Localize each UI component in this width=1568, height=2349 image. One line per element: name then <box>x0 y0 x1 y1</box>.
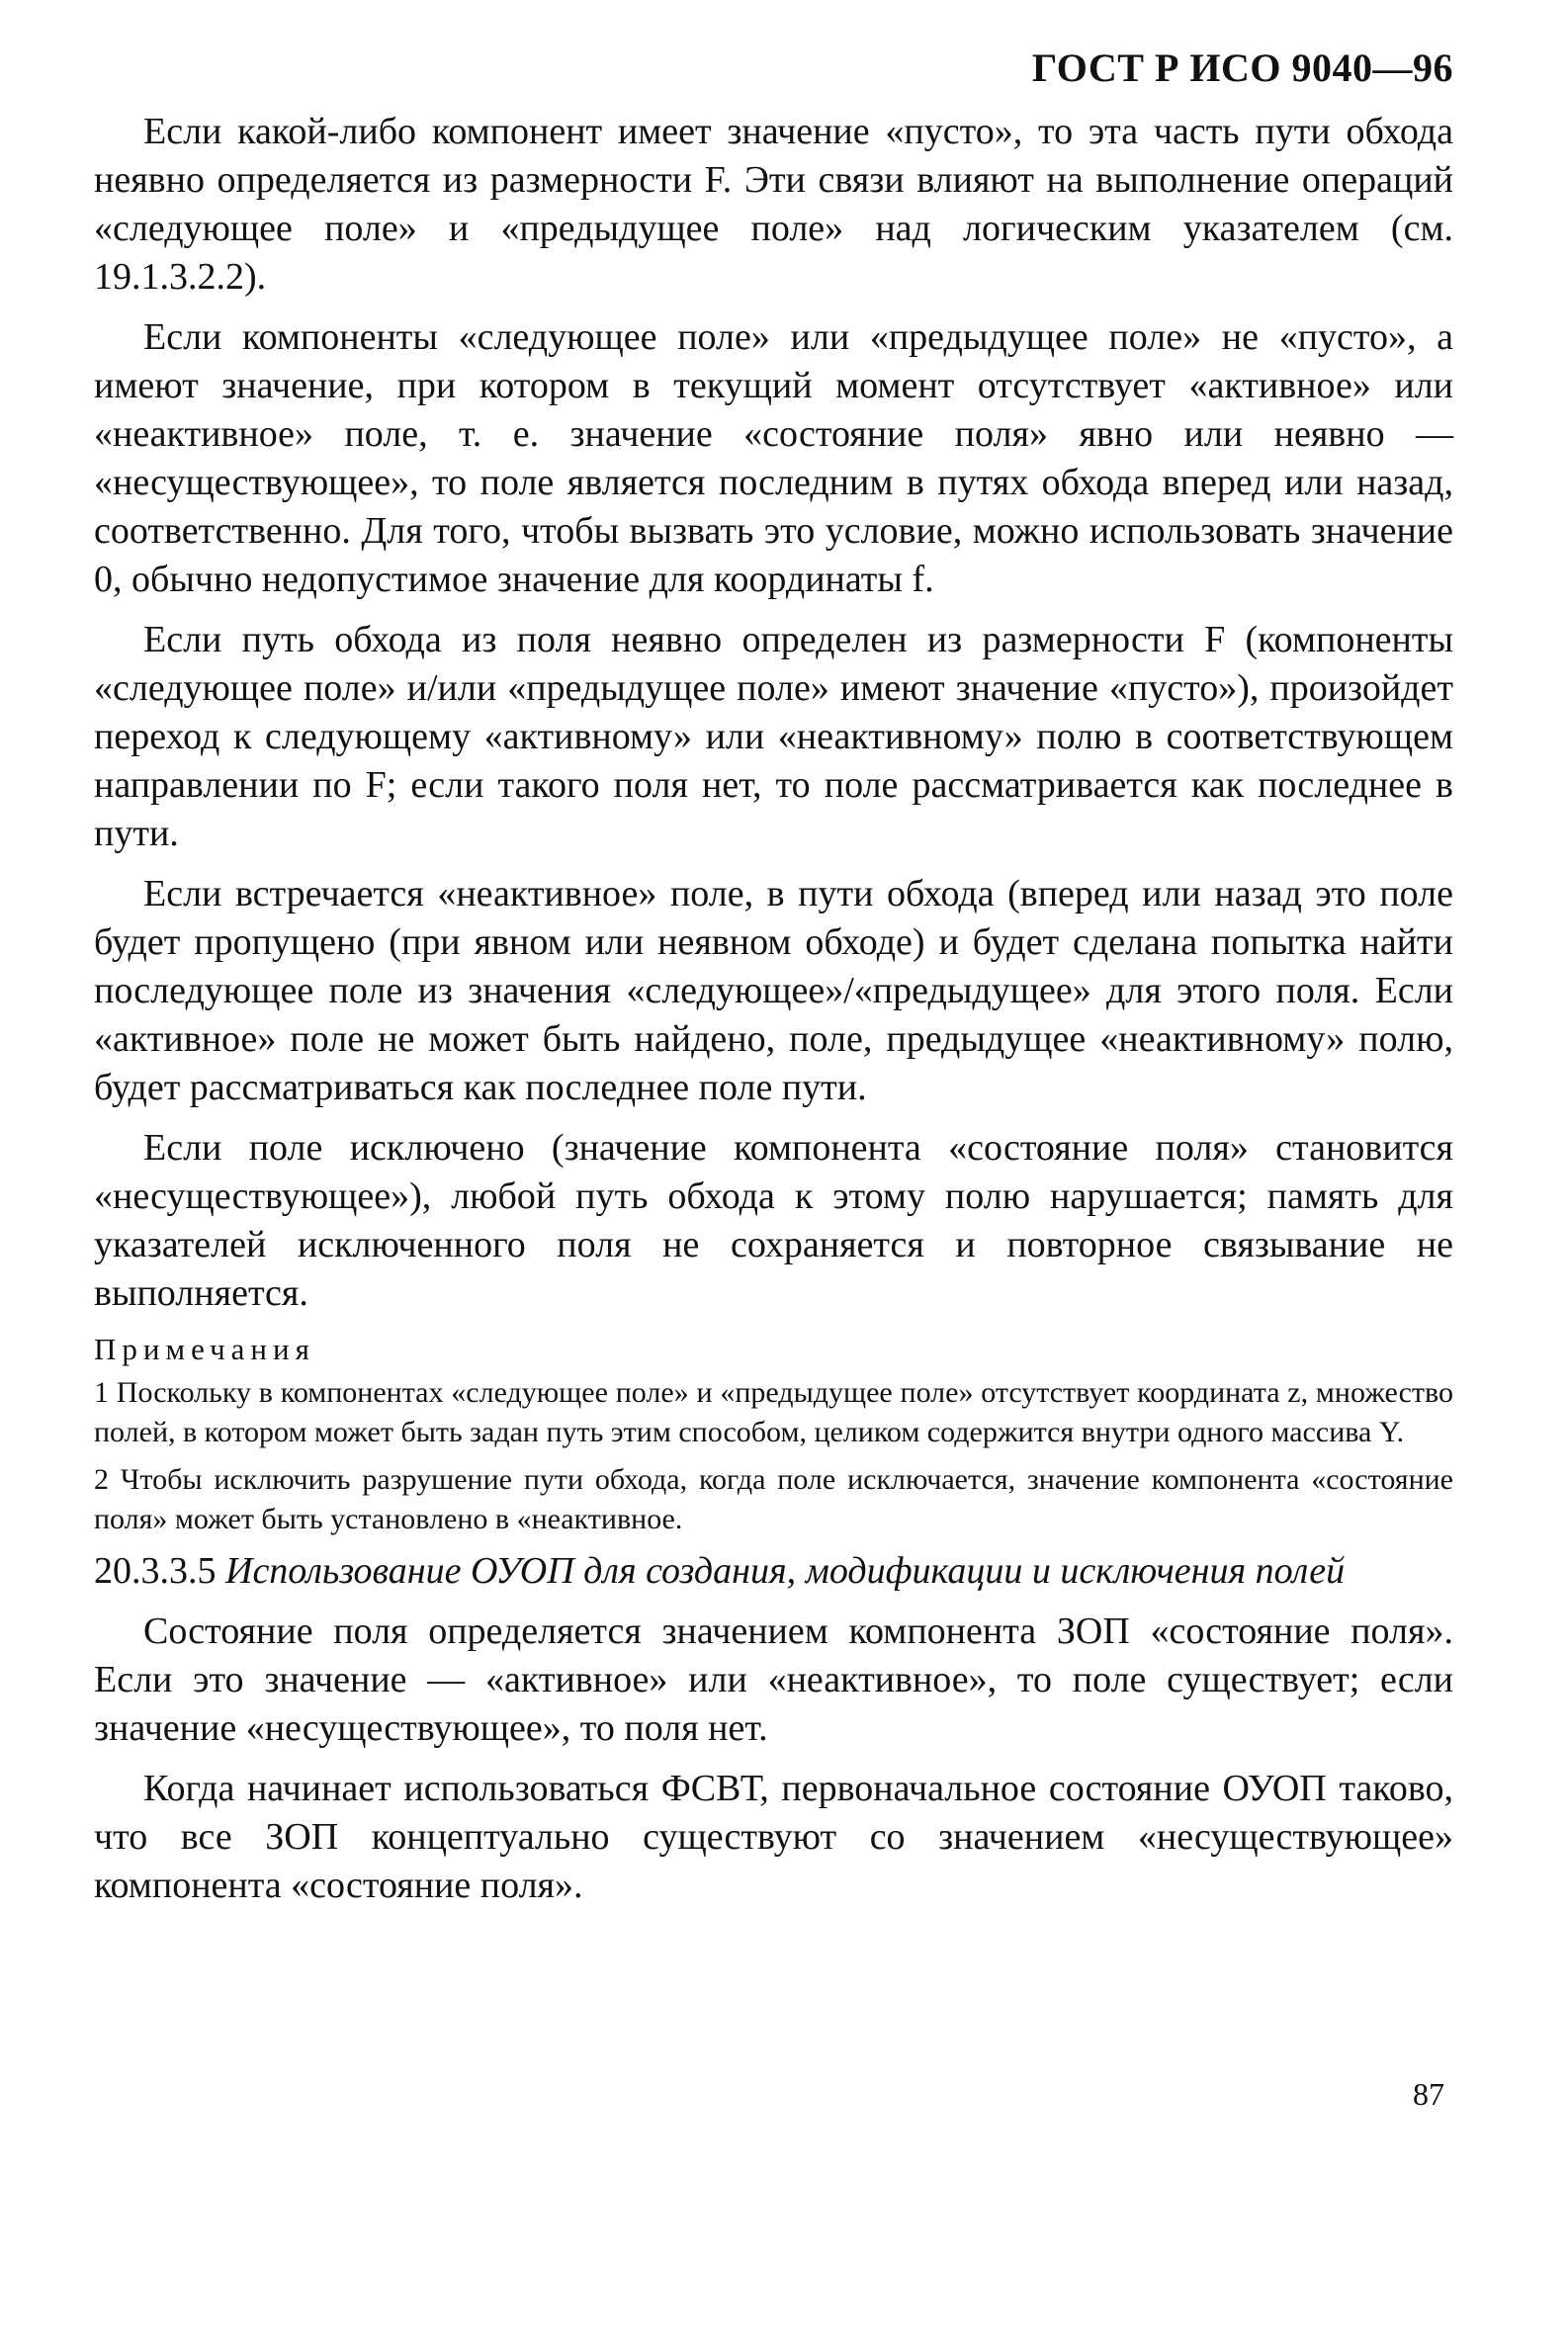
section-number: 20.3.3.5 <box>94 1550 217 1592</box>
notes-title: Примечания <box>94 1332 315 1366</box>
section-paragraph-1: Состояние поля определяется значением компонента ЗОП «состояние поля». Если это значение — «активное» или «неактивное», то поле существует; если значение «несуществующее», то поля нет. <box>94 1610 1453 1749</box>
section-paragraph-2: Когда начинает использоваться ФСВТ, первоначальное состояние ОУОП таково, что все ЗОП концептуально существуют со значением «несуществующее» компонента «состояние поля». <box>94 1768 1453 1906</box>
document-page <box>94 44 1453 1922</box>
note-2: 2 Чтобы исключить разрушение пути обхода, когда поле исключается, значение компонента «состояние поля» может быть установлено в «неактивное. <box>94 1463 1453 1535</box>
paragraph-3: Если путь обхода из поля неявно определен из размерности F (компоненты «следующее поле» и/или «предыдущее поле» имеют значение «пусто»), произойдет переход к следующему «активному» или «неактивному» полю в соответствующем направлении по F; если такого поля нет, то поле рассматривается как последнее в пути. <box>94 619 1453 854</box>
paragraph-2: Если компоненты «следующее поле» или «предыдущее поле» не «пусто», а имеют значение, при котором в текущий момент отсутствует «активное» или «неактивное» поле, т. е. значение «состояние поля» явно или неявно — «несуществующее», то поле является последним в путях обхода вперед или назад, соответственно. Для того, чтобы вызвать это условие, можно использовать значение 0, обычно недопустимое значение для координаты f. <box>94 316 1453 600</box>
page-number: 87 <box>1413 2076 1444 2112</box>
paragraph-4: Если встречается «неактивное» поле, в пути обхода (вперед или назад это поле будет пропущено (при явном или неявном обходе) и будет сделана попытка найти последующее поле из значения «следующее»/«предыдущее» для этого поля. Если «активное» поле не может быть найдено, поле, предыдущее «неактивному» полю, будет рассматриваться как последнее поле пути. <box>94 873 1453 1108</box>
paragraph-1: Если какой-либо компонент имеет значение «пусто», то эта часть пути обхода неявно определяется из размерности F. Эти связи влияют на выполнение операций «следующее поле» и «предыдущее поле» над логическим указателем (см. 19.1.3.2.2). <box>94 111 1453 298</box>
document-header: ГОСТ Р ИСО 9040—96 <box>1031 45 1453 90</box>
section-title: Использование ОУОП для создания, модификации и исключения полей <box>225 1550 1346 1592</box>
note-1: 1 Поскольку в компонентах «следующее поле» и «предыдущее поле» отсутствует координата z, множество полей, в котором может быть задан путь этим способом, целиком содержится внутри одного массива Y. <box>94 1376 1453 1448</box>
section-heading <box>94 1547 1453 1596</box>
paragraph-5: Если поле исключено (значение компонента «состояние поля» становится «несуществующее»), любой путь обхода к этому полю нарушается; память для указателей исключенного поля не сохраняется и повторное связывание не выполняется. <box>94 1127 1453 1314</box>
